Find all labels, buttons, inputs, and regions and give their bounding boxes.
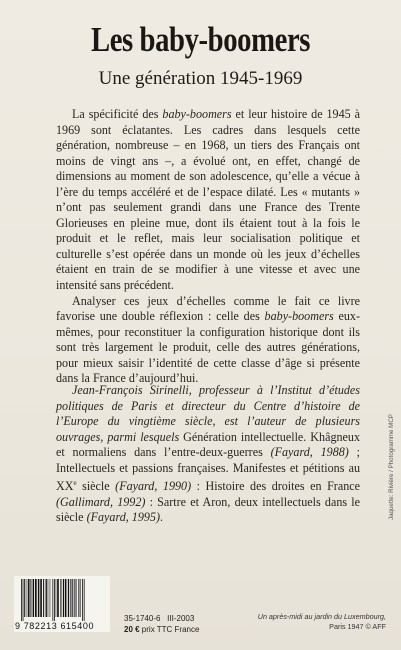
barcode-bar bbox=[23, 579, 24, 621]
photo-caption-line-2: Paris 1947 © AFF bbox=[329, 622, 386, 631]
barcode-bar bbox=[80, 579, 81, 617]
isbn-row bbox=[124, 613, 199, 624]
blurb-emphasis: baby-boomers bbox=[264, 309, 334, 324]
barcode-bar bbox=[72, 579, 73, 617]
work-title: : Sartre et Aron, deux intellectuels dans le siècle bbox=[56, 494, 360, 525]
blurb-text: et leur histoire de 1945 à 1969 sont éclatantes. Les cadres dans lesquels cette génération, nombreuse – en 1968, un tiers des Français ont moins de vingt ans –, a évolué ont, en effet, changé de dimensions au moment de son adolescence, qu’elle a vécue à l’ère du temps accéléré et de l’espace dilaté. Les « mutants » n’ont pas seulement grandi dans une France des Trente Glorieuses en pleine mue, dont ils étaient tout à la fois le produit et le reflet, mais leur socialisation politique et culturelle s’est opérée dans un monde où les jeux d’échelles étaient en train de se modifier à une vitesse et avec une intensité sans précédent. bbox=[56, 107, 360, 293]
barcode-bar bbox=[78, 579, 79, 617]
barcode-bar bbox=[54, 579, 55, 621]
author-bio-intro: Jean-François Sirinelli, professeur à l’Institut d’études politiques de Paris et directeur du Centre d’histoire de l’Europe du vingtième siècle, est l’auteur de plusieurs ouvrages, parmi lesquels bbox=[56, 383, 360, 444]
barcode-bar bbox=[65, 579, 67, 617]
print-date: III-2003 bbox=[167, 614, 195, 623]
price: 20 € bbox=[124, 625, 140, 634]
barcode-bar bbox=[35, 579, 37, 617]
photo-caption-line-1: Un après-midi au jardin du Luxembourg, bbox=[257, 612, 386, 621]
barcode-bar bbox=[33, 579, 35, 617]
barcode-bar bbox=[74, 579, 75, 617]
author-bio-paragraph bbox=[56, 383, 360, 526]
barcode-bar bbox=[70, 579, 71, 617]
barcode-bar bbox=[76, 579, 77, 617]
barcode bbox=[14, 576, 110, 632]
barcode-bar bbox=[63, 579, 64, 617]
punctuation: . bbox=[160, 510, 164, 525]
superscript: e bbox=[73, 479, 77, 488]
work-title: : Histoire des droites en France bbox=[191, 479, 360, 494]
barcode-bar bbox=[60, 579, 61, 617]
price-row bbox=[124, 624, 199, 635]
isbn-info bbox=[124, 613, 199, 635]
book-title: Les baby-boomers bbox=[90, 20, 311, 59]
barcode-bar bbox=[50, 579, 51, 617]
barcode-bar bbox=[82, 579, 83, 621]
work-publisher: (Fayard, 1995) bbox=[86, 510, 161, 525]
work-publisher: (Gallimard, 1992) bbox=[56, 494, 146, 509]
book-subtitle: Une génération 1945-1969 bbox=[98, 68, 303, 89]
barcode-bar bbox=[57, 579, 59, 617]
price-note: prix TTC France bbox=[139, 625, 200, 634]
barcode-bar bbox=[48, 579, 49, 617]
barcode-bar bbox=[84, 579, 85, 621]
photo-caption bbox=[240, 612, 386, 632]
blurb-text: La spécificité des bbox=[72, 107, 163, 121]
isbn-code: 35-1740-6 bbox=[124, 614, 161, 623]
blurb-paragraph-2 bbox=[56, 294, 360, 387]
work-publisher: (Fayard, 1990) bbox=[115, 479, 192, 494]
barcode-bar bbox=[27, 579, 28, 617]
blurb-emphasis: baby-boomers bbox=[162, 107, 232, 121]
barcode-bar bbox=[46, 579, 47, 617]
work-title: ; Intellectuels et passions françaises. Manifestes et pétitions au XX bbox=[56, 445, 360, 494]
blurb-text: eux-mêmes, pour reconstituer la configuration historique dont ils sont très largement le produit, celle des autres générations, pour mieux saisir l’identité de cette classe d’âge si présente dans la France d’aujourd’hui. bbox=[56, 309, 360, 386]
blurb-paragraph-1 bbox=[56, 107, 360, 294]
blurb-text: Analyser ces jeux d’échelles comme le fait ce livre favorise une double réflexion : celle des bbox=[56, 293, 360, 324]
author-bio bbox=[56, 383, 360, 526]
barcode-bar bbox=[56, 579, 57, 617]
barcode-bar bbox=[30, 579, 31, 617]
barcode-bar bbox=[52, 579, 53, 621]
work-publisher: (Fayard, 1988) bbox=[270, 445, 349, 460]
side-credit: Jaquette: Rivière / Photogramme MCP bbox=[388, 414, 395, 520]
ean-number: 9 782213 615400 bbox=[15, 621, 95, 631]
blurb bbox=[56, 107, 360, 387]
barcode-bar bbox=[24, 579, 25, 617]
barcode-bar bbox=[40, 579, 42, 617]
barcode-bar bbox=[28, 579, 30, 617]
barcode-bar bbox=[21, 579, 22, 621]
barcode-bar bbox=[68, 579, 69, 617]
barcode-bars bbox=[20, 579, 106, 621]
barcode-bar bbox=[38, 579, 40, 617]
barcode-bar bbox=[43, 579, 44, 617]
work-title: Génération intellectuelle. Khâgneux et normaliens dans l’entre-deux-guerres bbox=[56, 429, 360, 460]
work-title: siècle bbox=[76, 479, 116, 494]
